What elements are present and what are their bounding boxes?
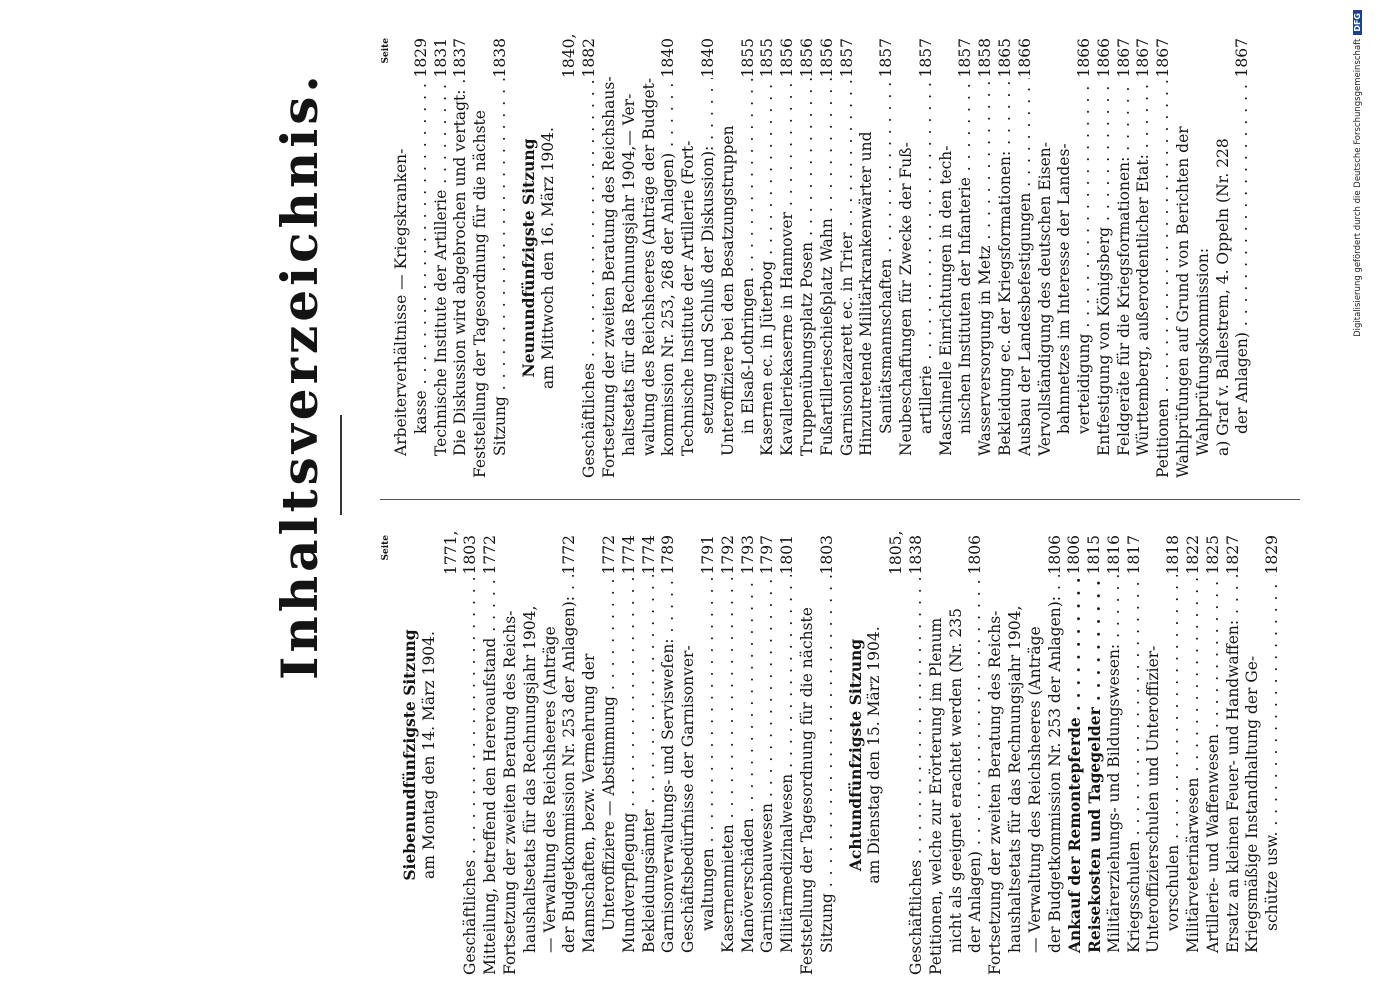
entry-text: nischen Instituten der Infanterie . . . — [956, 78, 976, 478]
section-date: am Mittwoch den 16. März 1904. — [538, 127, 557, 389]
entry-text: Bekleidungsämter . . . — [640, 575, 660, 975]
seite-header: Seite — [381, 535, 391, 561]
page-number: 1857 — [877, 38, 896, 78]
page-number: 1867 — [1114, 38, 1133, 78]
toc-entry — [659, 535, 679, 975]
entry-text: Militärerziehungs- und Bildungswesen: . . . — [1105, 575, 1125, 975]
entry-text: Entfestigung von Königsberg . . . — [1095, 78, 1115, 478]
toc-entry — [1115, 38, 1135, 478]
entry-text: Ausbau der Landesbefestigungen . . . — [1016, 78, 1036, 478]
entry-text: Geschäftliches . . . — [907, 575, 927, 975]
entry-text: Ersatz an kleinen Feuer- und Handwaffen: . . . — [1224, 575, 1244, 975]
toc-entry — [778, 38, 798, 478]
toc-entry — [659, 38, 679, 478]
page-number: 1772 — [560, 535, 579, 575]
entry-continuation: Unteroffiziere bei den Besatzungstruppen — [718, 125, 737, 456]
page-number: 1805, 1838 — [887, 530, 925, 575]
entry-continuation: haushaltsetats für das Rechnungsjahr 1904, — [1005, 605, 1024, 953]
entry-text: Württemberg, außerordentlicher Etat: . . . — [1134, 78, 1154, 478]
page-number: 1789 — [659, 535, 678, 575]
entry-text: Feldgeräte für die Kriegsformationen: . . . — [1115, 78, 1135, 478]
page-number: 1825 — [1203, 535, 1222, 575]
entry-text: der Budgetkommission Nr. 253 der Anlagen): . . . — [1046, 575, 1066, 975]
toc-entry — [451, 38, 471, 478]
toc-entry — [758, 38, 778, 478]
dfg-logo: DFG — [1353, 10, 1362, 35]
toc-entry — [640, 535, 660, 975]
entry-line: Petitionen, welche zur Erörterung im Plenum — [926, 617, 945, 975]
toc-entry — [778, 535, 798, 975]
page-number: 1858 — [976, 38, 995, 78]
page-number: 1791 — [698, 535, 717, 575]
toc-entry — [620, 535, 640, 975]
entry-text: Petitionen . . . — [1154, 78, 1174, 478]
entry-text: artillerie . . . — [917, 78, 937, 478]
page-number: 1867 — [1134, 38, 1153, 78]
page-number: 1793 — [738, 535, 757, 575]
page-number: 1817 — [1124, 535, 1143, 575]
page-number: 1840 — [659, 38, 678, 78]
toc-entry — [818, 535, 838, 975]
entry-text: verteidigung . . . — [1075, 78, 1095, 478]
right-column — [380, 33, 1300, 478]
section-heading: Siebenundfünfzigste Sitzung — [400, 629, 419, 881]
section-heading: Achtundfünfzigste Sitzung — [845, 638, 865, 872]
page-number: 1866 — [1094, 38, 1113, 78]
page-number: 1840 — [698, 38, 717, 78]
entry-text: der Anlagen) . . . — [1233, 78, 1253, 478]
toc-entry — [966, 535, 986, 975]
page-title: Inhaltsverzeichnis. — [270, 71, 329, 680]
entry-continuation: Hinzutretende Militärkrankenwärter und — [857, 131, 876, 456]
section-date: am Montag den 14. März 1904. — [419, 631, 438, 879]
page-number: 1771, 1803 — [441, 530, 480, 575]
toc-entry — [1224, 535, 1244, 975]
toc-entry — [699, 38, 719, 478]
page-number: 1774 — [619, 535, 638, 575]
page-number: 1856 — [778, 38, 797, 78]
toc-entry — [719, 535, 739, 975]
page-number: 1803 — [817, 535, 836, 575]
page-number: 1857 — [837, 38, 856, 78]
entry-continuation: nicht als geeignet erachtet werden (Nr. 235 — [946, 608, 965, 953]
entry-continuation: Maschinelle Einrichtungen in den tech- — [936, 145, 955, 456]
toc-entry — [1105, 535, 1125, 975]
page-number: 1774 — [639, 535, 658, 575]
toc-entry — [1125, 535, 1145, 975]
page-number: 1801 — [778, 535, 797, 575]
entry-text: Militärveterinärwesen . . . — [1184, 575, 1204, 975]
entry-line: Feststellung der Tagesordnung für die nächste — [797, 607, 816, 975]
page-number: 1855 — [758, 38, 777, 78]
toc-entry — [1134, 38, 1154, 478]
toc-entry — [976, 38, 996, 478]
entry-text: schütze usw. . . . — [1263, 575, 1283, 975]
entry-text: Kriegsschulen . . . — [1125, 575, 1145, 975]
toc-entry — [739, 535, 759, 975]
page-number: 1857 — [916, 38, 935, 78]
toc-entry — [491, 38, 511, 478]
page-number: 1806 — [966, 535, 985, 575]
entry-text: Artillerie- und Waffenwesen . . . — [1204, 575, 1224, 975]
entry-text: Manöverschäden . . . — [739, 575, 759, 975]
entry-line: Fortsetzung der zweiten Beratung des Reichs- — [986, 610, 1005, 975]
page-number: 1816 — [1104, 535, 1123, 575]
entry-text: Geschäftliches . . . — [580, 78, 600, 478]
left-column — [380, 530, 1300, 975]
page-number: 1840, 1882 — [560, 33, 599, 78]
toc-entry — [1164, 535, 1184, 975]
entry-text: Geschäftliches . . . — [461, 575, 481, 975]
page-number: 1837 — [451, 38, 470, 78]
entry-text: setzung und Schluß der Diskussion): . . . — [699, 78, 719, 478]
page-number: 1827 — [1223, 535, 1242, 575]
toc-entry — [838, 38, 858, 478]
page-number: 1867 — [1233, 38, 1252, 78]
page-number: 1867 — [1154, 38, 1173, 78]
page-number: 1829 — [411, 38, 430, 78]
toc-entry — [1046, 535, 1066, 975]
toc-entry — [600, 535, 620, 975]
page-number: 1772 — [481, 535, 500, 575]
entry-text: Mundverpflegung . . . — [620, 575, 640, 975]
entry-text: Militärmedizinalwesen . . . — [778, 575, 798, 975]
entry-continuation: Wahlprüfungskommission: — [1193, 247, 1212, 456]
toc-entry — [1184, 535, 1204, 975]
entry-continuation: Vervollständigung des deutschen Eisen- — [1035, 142, 1054, 456]
entry-continuation: Neubeschaffungen für Zwecke der Fuß- — [896, 142, 915, 456]
page-number: 1815 — [1085, 535, 1104, 575]
page-number: 1865 — [995, 38, 1014, 78]
page-number: 1829 — [1263, 535, 1282, 575]
entry-text: Unteroffiziere — Abstimmung . . . — [600, 575, 620, 975]
entry-text: Kasernenmieten . . . — [719, 575, 739, 975]
page-number: 1831 — [431, 38, 450, 78]
entry-text: kasse . . . — [412, 78, 432, 478]
page-number: 1838 — [490, 38, 509, 78]
entry-line: Feststellung der Tagesordnung für die nächste — [471, 110, 490, 478]
entry-continuation: bahnnetzes im Interesse der Landes- — [1055, 143, 1074, 434]
toc-entry — [412, 38, 432, 478]
entry-text: in Elsaß-Lothringen . . . — [739, 78, 759, 478]
toc-entry — [877, 38, 897, 478]
entry-line: Wahlprüfungen auf Grund von Berichten der — [1174, 126, 1193, 478]
entry-continuation: — Verwaltung des Reichsheeres (Anträge — [540, 626, 559, 953]
column-divider — [380, 499, 1300, 500]
toc-entry — [560, 33, 600, 478]
entry-text: waltungen . . . — [699, 575, 719, 975]
entry-line: Fortsetzung der zweiten Beratung des Reichs- — [500, 610, 519, 975]
entry-text: kommission Nr. 253, 268 der Anlagen) . . . — [659, 78, 679, 478]
toc-entry — [481, 535, 501, 975]
toc-entry — [887, 530, 927, 975]
entry-text: Garnisonverwaltungs- und Servisweſen: . . . — [659, 575, 679, 975]
entry-continuation: haushaltsetats für das Rechnungsjahr 1904, — [520, 605, 539, 953]
entry-text: Garnisonbauwesen . . . — [758, 575, 778, 975]
page-number: 1822 — [1184, 535, 1203, 575]
toc-entry — [798, 38, 818, 478]
entry-text: Die Diskussion wird abgebrochen und vertagt: . . . — [451, 78, 471, 478]
entry-continuation: — Verwaltung des Reichsheeres (Anträge — [1025, 626, 1044, 953]
page-number: 1806 — [1065, 535, 1084, 575]
entry-text: Reisekosten und Tagegelder . . . — [1085, 575, 1105, 975]
entry-text: Mitteilung, betreffend den Hereroaufstand . . . — [481, 575, 501, 975]
page-number: 1866 — [1015, 38, 1034, 78]
section-heading: Neunundfünfzigste Sitzung — [518, 138, 538, 378]
page-number: 1866 — [1075, 38, 1094, 78]
entry-continuation: waltung des Reichsheeres (Anträge der Budget- — [639, 77, 658, 456]
entry-text: Sitzung . . . — [818, 575, 838, 975]
toc-entry — [758, 535, 778, 975]
toc-entry — [560, 535, 580, 975]
toc-entry — [1065, 535, 1085, 975]
entry-continuation: haltsetats für das Rechnungsjahr 1904,— Ver- — [619, 93, 638, 456]
entry-continuation: Unteroffizierschulen und Unteroffizier- — [1144, 645, 1163, 953]
toc-entry — [917, 38, 937, 478]
digitization-credit — [1353, 10, 1363, 990]
page-number: 1856 — [797, 38, 816, 78]
entry-line: Fortsetzung der zweiten Beratung des Reichshaus- — [599, 76, 618, 478]
entry-text: der Budgetkommission Nr. 253 der Anlagen): . . . — [560, 575, 580, 975]
toc-entry — [1233, 38, 1253, 478]
title-rule — [340, 415, 342, 515]
entry-continuation: Mannschaften, bezw. Vermehrung der — [580, 653, 599, 953]
entry-continuation: Kriegsmäßige Instandhaltung der Ge- — [1243, 655, 1262, 953]
entry-text: Technische Institute der Artillerie . . . — [432, 78, 452, 478]
toc-entry — [699, 535, 719, 975]
toc-entry — [1095, 38, 1115, 478]
page-number: 1792 — [718, 535, 737, 575]
credit-text: Digitalisierung gefördert durch die Deutsche Forschungsgemeinschaft — [1353, 38, 1363, 337]
toc-entry — [1154, 38, 1174, 478]
entry-continuation: Arbeiterverhältnisse — Kriegskranken- — [392, 148, 410, 456]
entry-text: Kavalleriekaserne in Hannover . . . — [778, 78, 798, 478]
toc-entry — [1075, 38, 1095, 478]
entry-text: vorschulen . . . — [1164, 575, 1184, 975]
entry-text: Bekleidung ec. der Kriegsformationen: . . . — [996, 78, 1016, 478]
entry-continuation: Technische Institute der Artillerie (Fort- — [679, 140, 698, 456]
page-number: 1856 — [817, 38, 836, 78]
entry-text: Fußartillerieschießplatz Wahn . . . — [818, 78, 838, 478]
entry-text: Kasernen ec. in Jüterbog . . . — [758, 78, 778, 478]
page-number: 1855 — [738, 38, 757, 78]
entry-text: der Anlagen) . . . — [966, 575, 986, 975]
toc-entry — [441, 530, 482, 975]
seite-header: Seite — [381, 38, 391, 64]
toc-entry — [1085, 535, 1105, 975]
page-number: 1772 — [599, 535, 618, 575]
entry-text: Sitzung . . . — [491, 78, 511, 478]
toc-entry — [1204, 535, 1224, 975]
section-date: am Dienstag den 15. März 1904. — [865, 626, 884, 884]
entry-text: Wasserversorgung in Metz . . . — [976, 78, 996, 478]
toc-entry — [739, 38, 759, 478]
toc-entry — [996, 38, 1016, 478]
page-number: 1818 — [1164, 535, 1183, 575]
toc-entry — [1263, 535, 1283, 975]
toc-entry — [818, 38, 838, 478]
toc-entry — [432, 38, 452, 478]
page-number: 1857 — [956, 38, 975, 78]
entry-text: Sanitätsmannschaften . . . — [877, 78, 897, 478]
page-number: 1806 — [1045, 535, 1064, 575]
entry-continuation: a) Graf v. Ballestrem, 4. Oppeln (Nr. 228 — [1213, 138, 1232, 456]
entry-text: Truppenübungsplatz Posen . . . — [798, 78, 818, 478]
entry-continuation: Geschäftsbedürfnisse der Garnisonver- — [679, 645, 698, 953]
page-number: 1797 — [758, 535, 777, 575]
toc-entry — [1016, 38, 1036, 478]
toc-entry — [956, 38, 976, 478]
entry-text: Garnisonlazarett ec. in Trier . . . — [838, 78, 858, 478]
entry-text: Ankauf der Remontepferde . . . — [1065, 575, 1085, 975]
